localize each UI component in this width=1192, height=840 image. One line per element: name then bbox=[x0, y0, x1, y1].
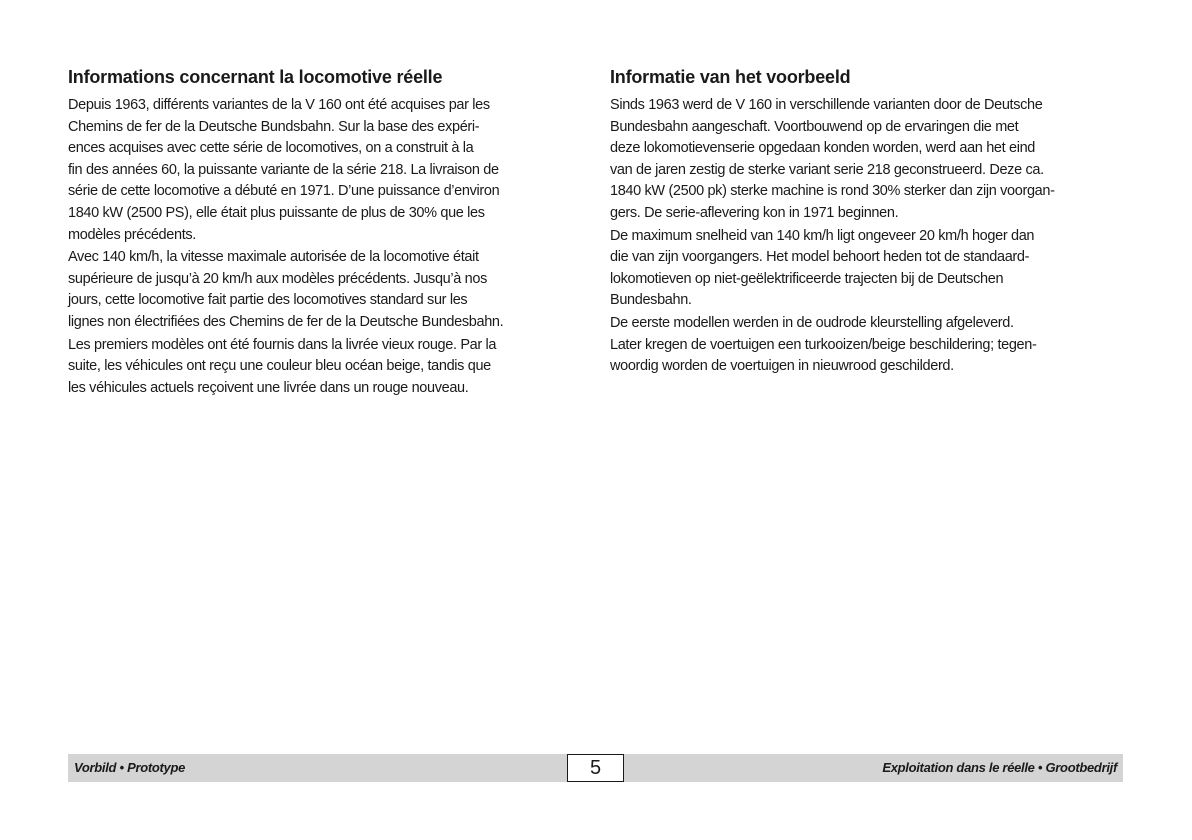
page-number: 5 bbox=[567, 754, 624, 782]
dutch-heading: Informatie van het voorbeeld bbox=[610, 67, 851, 87]
french-paragraph-1: Depuis 1963, différents variantes de la V 160 ont été acquises par les Chemins de fer de la Deutsche Bundsbahn. Sur la base des expéri- ences acquises avec cette série de locomotives, on a construit à la fin des années 60, la puissante variante de la série 218. La livraison de série de cette locomotive a débuté en 1971. D’une puissance d’environ 1840 kW (2500 PS), elle était plus puissante de plus de 30% que les modèles précédents. bbox=[68, 97, 500, 243]
french-heading: Informations concernant la locomotive réelle bbox=[68, 67, 443, 87]
footer-left-label: Vorbild • Prototype bbox=[74, 760, 186, 775]
french-paragraph-3: Les premiers modèles ont été fournis dans la livrée vieux rouge. Par la suite, les véhicules ont reçu une couleur bleu océan beige, tandis que les véhicules actuels reçoivent une livrée dans un rouge nouveau. bbox=[68, 336, 497, 396]
french-column bbox=[68, 64, 582, 400]
french-paragraph-2: Avec 140 km/h, la vitesse maximale autorisée de la locomotive était supérieure de jusqu’à 20 km/h aux modèles précédents. Jusqu’à nos jours, cette locomotive fait partie des locomotives standard sur les lignes non électrifiées des Chemins de fer de la Deutsche Bundesbahn. bbox=[68, 249, 504, 330]
footer-right-label: Exploitation dans le réelle • Grootbedrijf bbox=[882, 760, 1117, 775]
dutch-paragraph-1: Sinds 1963 werd de V 160 in verschillende varianten door de Deutsche Bundesbahn aangeschaft. Voortbouwend op de ervaringen die met deze lokomotievenserie opgedaan konden worden, werd aan het eind van de jaren zestig de sterke variant serie 218 geconstrueerd. Deze ca. 1840 kW (2500 pk) sterke machine is rond 30% sterker dan zijn voorgan- gers. De serie-aflevering kon in 1971 beginnen. bbox=[610, 97, 1055, 221]
dutch-column bbox=[610, 64, 1124, 379]
dutch-paragraph-2: De maximum snelheid van 140 km/h ligt ongeveer 20 km/h hoger dan die van zijn voorgangers. Het model behoort heden tot de standaard- lokomotieven op niet-geëlektrificeerde trajecten bij de Deutschen Bundesbahn. bbox=[610, 227, 1035, 309]
dutch-paragraph-3: De eerste modellen werden in de oudrode kleurstelling afgeleverd. Later kregen de voertuigen een turkooizen/beige beschildering; tegen- woordig worden de voertuigen in nieuwrood geschilderd. bbox=[610, 314, 1037, 375]
